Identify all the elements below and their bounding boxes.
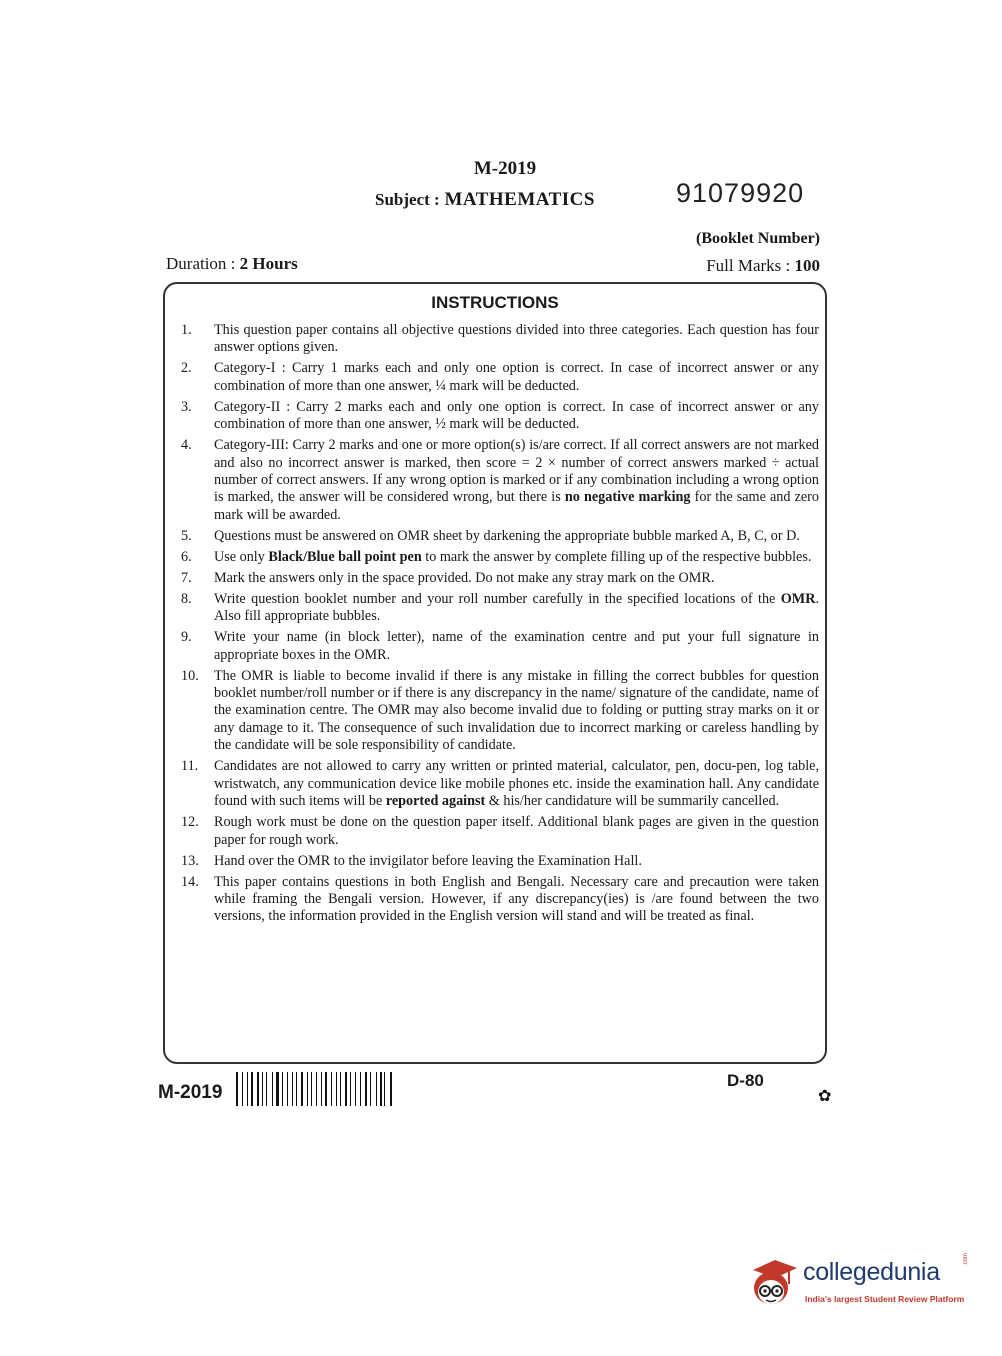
instruction-item [179,399,819,434]
instruction-number: 6. [181,548,192,565]
paper-code-top: M-2019 [473,158,537,179]
barcode-bar [333,1072,334,1106]
barcode-bar [365,1072,367,1106]
duration-value: 2 Hours [239,254,298,273]
barcode-bar [294,1072,295,1106]
instruction-number: 8. [181,590,192,607]
full-marks-value: 100 [794,256,820,275]
instruction-number: 1. [181,322,192,338]
instruction-text [214,549,819,566]
barcode-bar [358,1072,359,1106]
barcode-bar [284,1072,286,1106]
instruction-text-run: Candidates are not allowed to carry any written or printed material, calculator, pen, docu-pen, log table, wristwatch, any communication device like mobile phones etc. inside the examination hall. Any candidate found with such items will be [214,758,819,810]
barcode-bar [316,1072,317,1106]
instruction-text [214,322,819,357]
subject-line [375,189,595,211]
instruction-number: 9. [181,629,192,646]
instruction-text [214,874,819,926]
logo-suffix: .com [963,1252,969,1266]
barcode-bar [350,1072,351,1106]
instruction-text [214,814,819,849]
instruction-number: 4. [181,437,192,454]
instruction-number: 13. [181,852,199,869]
barcode-bar [393,1072,394,1106]
instruction-text-run: . Also fill appropriate bubbles. [214,590,819,625]
instruction-text [214,591,819,626]
instruction-text-run: Category-I : Carry 1 marks each and only one option is correct. In case of incorrect answer or any combination of more than one answer, ¼ mark will be deducted. [214,360,819,394]
instruction-text [214,853,819,870]
full-marks-label: Full Marks : [706,256,791,275]
barcode-bar [352,1072,354,1106]
footer-paper-code: M-2019 [158,1082,223,1103]
instruction-number: 5. [181,527,192,544]
instruction-text-run: This paper contains questions in both English and Bengali. Necessary care and precaution were taken while framing the Bengali version. However, if any discrepancy(ies) is /are found between the two versions, the information provided in the English version will stand and will be treated as final. [214,873,819,925]
barcode-bar [360,1072,362,1106]
barcode-bar [289,1072,291,1106]
logo-tagline: India's largest Student Review Platform [805,1294,965,1304]
barcode-bar [325,1072,327,1106]
collegedunia-logo[interactable] [745,1254,970,1314]
instruction-item [179,758,819,810]
instruction-text-run: & his/her candidature will be summarily cancelled. [485,793,780,810]
instruction-number: 12. [181,814,199,831]
instruction-text [214,758,819,810]
instruction-text-run: for the same and zero mark will be awarded. [214,489,819,523]
barcode [236,1072,396,1106]
barcode-bar [321,1072,322,1106]
instruction-number: 14. [181,873,199,890]
instruction-text-run: Mark the answers only in the space provided. Do not make any stray mark on the OMR. [214,569,715,586]
barcode-bar [383,1072,384,1106]
instruction-text [214,629,819,664]
instruction-number: 3. [181,398,192,415]
barcode-bar [299,1072,300,1106]
flower-icon: ✿ [818,1088,832,1105]
instruction-item [179,853,819,870]
barcode-bar [280,1072,281,1106]
instruction-text-bold: no negative marking [564,489,691,506]
instruction-number: 7. [181,569,192,586]
instruction-text-bold: Black/Blue ball point pen [268,548,422,565]
barcode-bar [384,1072,385,1106]
instruction-item [179,629,819,664]
instruction-item [179,437,819,524]
barcode-bar [242,1072,243,1106]
barcode-bar [255,1072,256,1106]
instruction-number: 2. [181,360,192,377]
instruction-item [179,874,819,926]
instruction-text [214,528,819,545]
instruction-item [179,570,819,587]
instruction-item [179,360,819,395]
instruction-text [214,668,819,755]
barcode-bar [338,1072,340,1106]
instruction-text-bold: OMR [780,590,816,607]
barcode-bar [309,1072,310,1106]
instruction-text-run: to mark the answer by complete filling up of the respective bubbles. [421,548,812,565]
barcode-bar [336,1072,337,1106]
barcode-bar [372,1072,374,1106]
instruction-text-bold: reported against [385,793,486,810]
barcode-bar [274,1072,275,1106]
barcode-bar [329,1072,330,1106]
barcode-bar [323,1072,324,1106]
barcode-bar [368,1072,369,1106]
barcode-bar [240,1072,241,1106]
barcode-bar [311,1072,313,1106]
instruction-item [179,528,819,545]
full-marks [706,256,820,276]
instruction-number: 11. [181,758,199,775]
barcode-bar [377,1072,378,1106]
instruction-text-run: Hand over the OMR to the invigilator before leaving the Examination Hall. [214,852,642,869]
instructions-box [163,282,827,1064]
barcode-bar [362,1072,363,1106]
barcode-bar [249,1072,250,1106]
footer-set-code: D-80 [727,1071,764,1090]
barcode-bar [272,1072,273,1106]
barcode-bar [390,1072,392,1106]
subject-value: MATHEMATICS [444,189,595,210]
barcode-bar [282,1072,283,1106]
logo-mascot-icon [745,1254,803,1310]
barcode-bar [262,1072,263,1106]
barcode-bar [370,1072,371,1106]
instruction-text-run: Use only [214,548,269,565]
barcode-bar [380,1072,382,1106]
barcode-bar [376,1072,377,1106]
barcode-bar [355,1072,356,1106]
barcode-bar [287,1072,288,1106]
duration [166,254,298,274]
barcode-bar [276,1072,278,1106]
barcode-bar [314,1072,315,1106]
barcode-bar [251,1072,253,1106]
barcode-bar [296,1072,298,1106]
barcode-bar [345,1072,347,1106]
instruction-item [179,591,819,626]
subject-label: Subject : [375,190,440,209]
barcode-bar [301,1072,303,1106]
instruction-text [214,437,819,524]
barcode-bar [343,1072,344,1106]
instruction-text-run: Write question booklet number and your roll number carefully in the specified locations of the [214,590,781,607]
instruction-item [179,322,819,357]
duration-label: Duration : [166,254,236,273]
instruction-text-run: Category-II : Carry 2 marks each and only one option is correct. In case of incorrect answer or any combination of more than one answer, ½ mark will be deducted. [214,398,819,433]
instruction-text [214,399,819,434]
instruction-text-run: This question paper contains all objective questions divided into three categories. Each question has four answer options given. [214,322,819,356]
barcode-bar [307,1072,308,1106]
barcode-bar [387,1072,389,1106]
barcode-bar [318,1072,320,1106]
barcode-bar [331,1072,333,1106]
instruction-text-run: The OMR is liable to become invalid if there is any mistake in filling the correct bubbles for question booklet number/roll number or if there is any discrepancy in the name/ signature of the candidate, name of the examination centre. The OMR may also become invalid due to folding or putting stray marks on it or any damage to it. The consequence of such invalidation due to incorrect marking or careless handling by the candidate will be sole responsibility of candidate. [214,667,819,754]
logo-name: collegedunia [803,1258,940,1286]
instruction-text-run: Write your name (in block letter), name of the examination centre and put your full signature in appropriate boxes in the OMR. [214,629,819,663]
barcode-bar [348,1072,349,1106]
barcode-bar [269,1072,271,1106]
barcode-bar [247,1072,248,1106]
barcode-bar [264,1072,265,1106]
instruction-item [179,549,819,566]
booklet-number: 91079920 [676,178,805,208]
instruction-text [214,570,819,587]
barcode-bar [236,1072,238,1106]
barcode-bar [340,1072,341,1106]
instruction-text [214,360,819,395]
booklet-number-label: (Booklet Number) [696,230,820,247]
instructions-title: INSTRUCTIONS [431,293,559,312]
instruction-item [179,814,819,849]
barcode-bar [292,1072,293,1106]
instruction-text-run: Rough work must be done on the question paper itself. Additional blank pages are given in the question paper for rough work. [214,814,819,848]
instruction-number: 10. [181,667,199,684]
barcode-bar [244,1072,246,1106]
barcode-bar [266,1072,268,1106]
instructions-list [179,322,819,929]
instruction-item [179,668,819,755]
barcode-bar [304,1072,305,1106]
instruction-text-run: Category-III: Carry 2 marks and one or more option(s) is/are correct. If all correct answers are not marked and also no incorrect answer is marked, then score = 2 × number of correct answers marked ÷ actual number of correct answers. If any wrong option is marked or if any combination including a wrong option is marked, the answer will be considered wrong, but there is [214,437,819,506]
barcode-bar [260,1072,261,1106]
instruction-text-run: Questions must be answered on OMR sheet by darkening the appropriate bubble marked A, B, C, or D. [214,527,800,544]
barcode-bar [257,1072,259,1106]
